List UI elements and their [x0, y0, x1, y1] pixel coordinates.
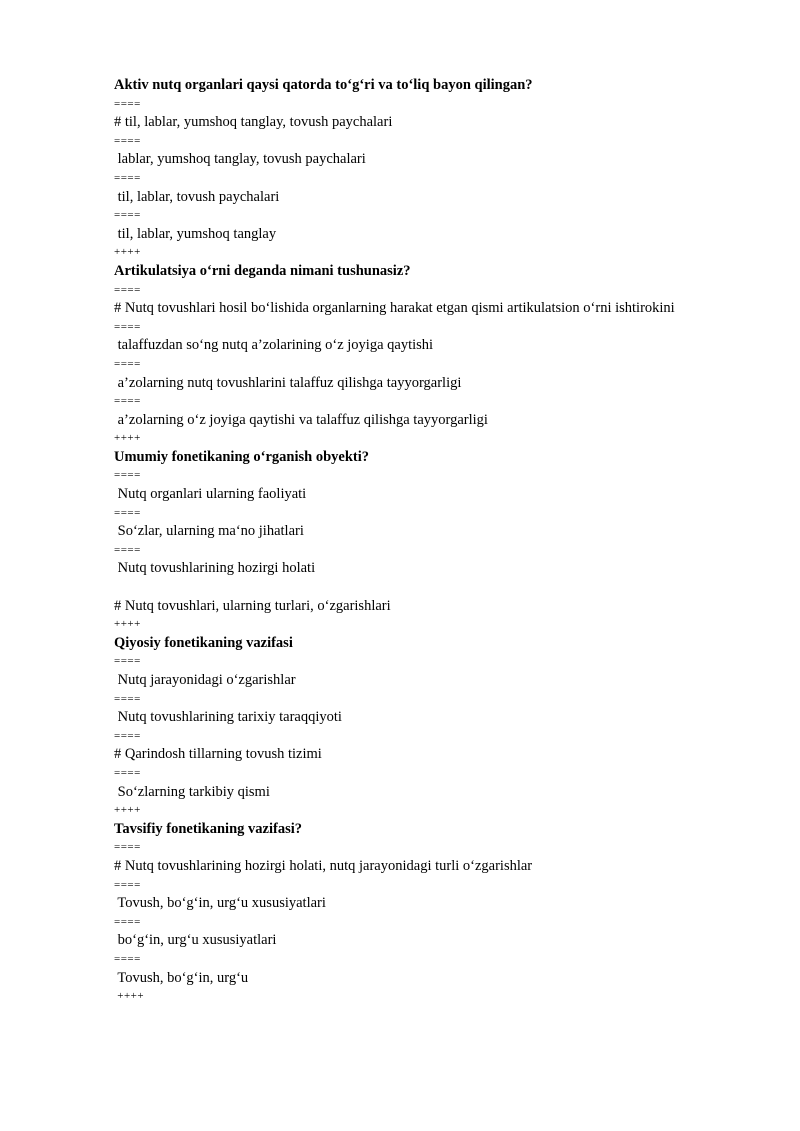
answer-option: Tovush, bo‘g‘in, urg‘u xususiyatlari: [114, 895, 326, 912]
blank-line: [114, 578, 784, 597]
answer-option: a’zolarning o‘z joyiga qaytishi va talaffuz qilishga tayyorgarligi: [114, 411, 488, 428]
question-text: Tavsifiy fonetikaning vazifasi?: [114, 820, 302, 837]
answer-option: # Nutq tovushlari, ularning turlari, o‘zgarishlari: [114, 597, 391, 614]
separator-line: ====: [114, 766, 141, 779]
answer-option: talaffuzdan so‘ng nutq a’zolarining o‘z joyiga qaytishi: [114, 337, 434, 354]
answer-option: Tovush, bo‘g‘in, urg‘u: [114, 969, 249, 986]
answer-option: Nutq tovushlarining hozirgi holati: [114, 560, 316, 577]
answer-option: bo‘g‘in, urg‘u xususiyatlari: [114, 932, 277, 949]
question-text: Aktiv nutq organlari qaysi qatorda to‘g‘ri va to‘liq bayon qilingan?: [114, 77, 533, 93]
separator-line: ====: [114, 97, 141, 110]
answer-option: # Nutq tovushlarining hozirgi holati, nutq jarayonidagi turli o‘zgarishlar: [114, 857, 533, 874]
answer-option: # til, lablar, yumshoq tanglay, tovush paychalari: [114, 114, 393, 131]
answer-option: # Nutq tovushlari hosil bo‘lishida organlarning harakat etgan qismi artikulatsion o‘rni ishtirokini: [114, 300, 675, 317]
answer-option: lablar, yumshoq tanglay, tovush paychalari: [114, 151, 366, 168]
answer-option: a’zolarning nutq tovushlarini talaffuz qilishga tayyorgarligi: [114, 374, 462, 391]
question-text: Qiyosiy fonetikaning vazifasi: [114, 634, 293, 651]
separator-line: ++++: [114, 246, 141, 259]
question-text: Artikulatsiya o‘rni deganda nimani tushunasiz?: [114, 262, 411, 279]
separator-line: ====: [114, 692, 141, 705]
answer-option: til, lablar, tovush paychalari: [114, 188, 280, 205]
separator-line: ====: [114, 655, 141, 668]
answer-option: til, lablar, yumshoq tanglay: [114, 225, 277, 242]
separator-line: ++++: [114, 990, 145, 1003]
separator-line: ====: [114, 171, 141, 184]
separator-line: ====: [114, 878, 141, 891]
document-page: [114, 76, 784, 1006]
answer-option: So‘zlar, ularning ma‘no jihatlari: [114, 523, 304, 540]
separator-line: ++++: [114, 618, 141, 631]
separator-line: ====: [114, 543, 141, 556]
separator-line: ====: [114, 729, 141, 742]
separator-line: ====: [114, 357, 141, 370]
answer-option: Nutq tovushlarining tarixiy taraqqiyoti: [114, 709, 342, 726]
separator-line: ====: [114, 283, 141, 296]
separator-line: ====: [114, 915, 141, 928]
separator-line: ++++: [114, 432, 141, 445]
separator-line: ++++: [114, 804, 141, 817]
separator-line: ====: [114, 841, 141, 854]
answer-option: So‘zlarning tarkibiy qismi: [114, 783, 270, 800]
answer-option: # Qarindosh tillarning tovush tizimi: [114, 746, 322, 763]
separator-line: ====: [114, 469, 141, 482]
answer-option: Nutq organlari ularning faoliyati: [114, 486, 307, 503]
separator-line: ====: [114, 320, 141, 333]
separator-line: ====: [114, 952, 141, 965]
separator-line: ====: [114, 134, 141, 147]
separator-line: ====: [114, 209, 141, 222]
question-text: Umumiy fonetikaning o‘rganish obyekti?: [114, 448, 369, 465]
separator-line: ====: [114, 506, 141, 519]
answer-option: Nutq jarayonidagi o‘zgarishlar: [114, 672, 296, 688]
separator-line: ====: [114, 395, 141, 408]
